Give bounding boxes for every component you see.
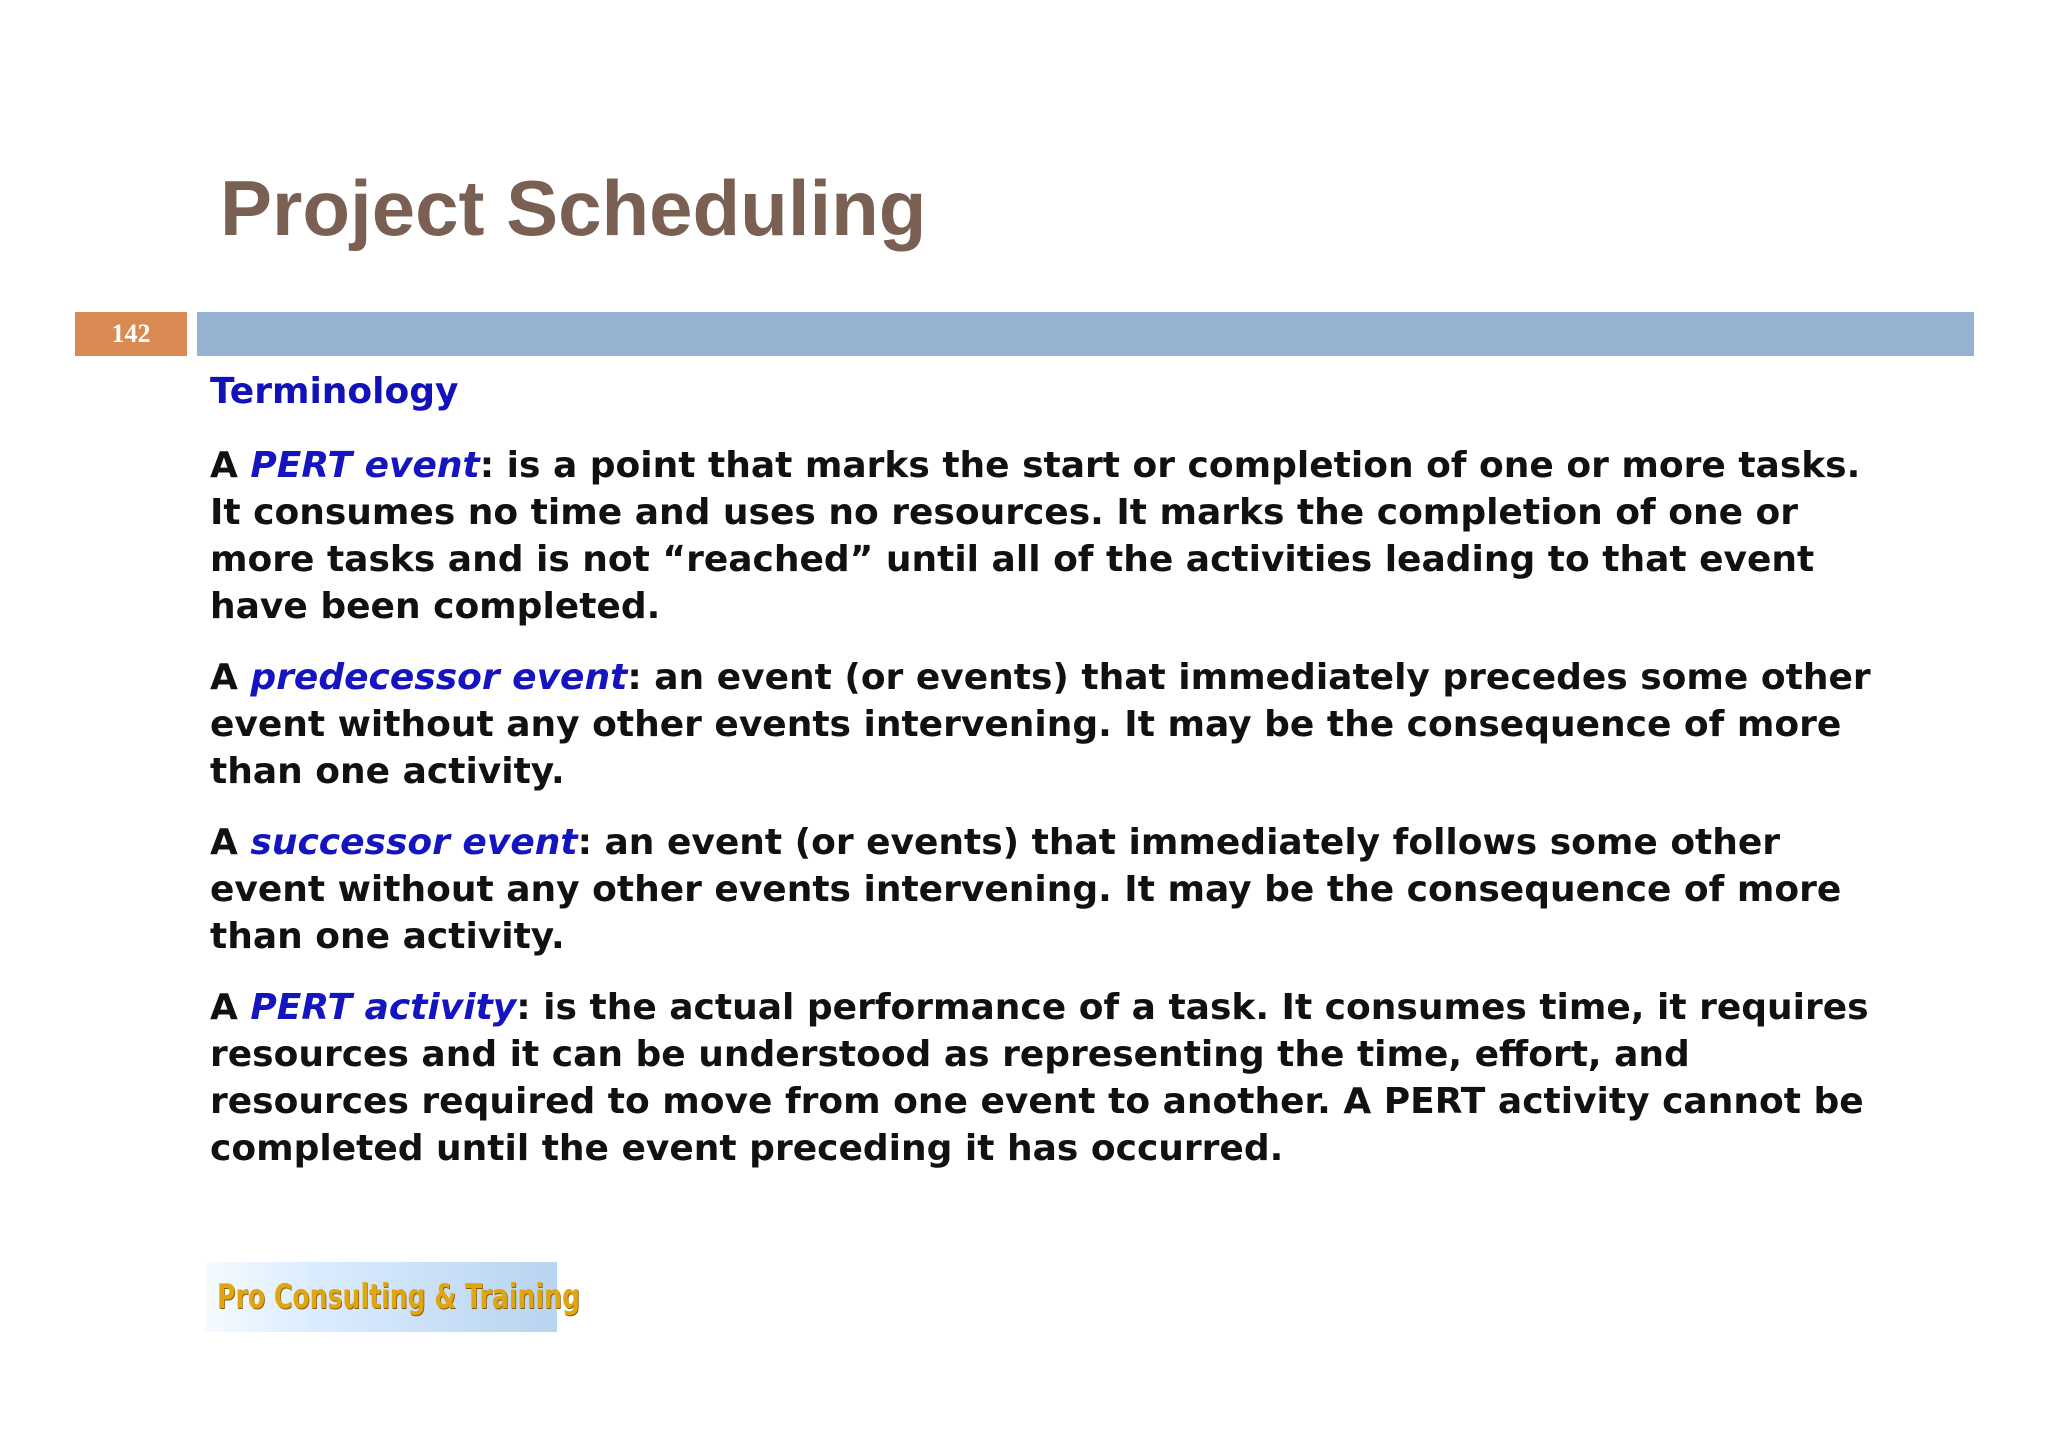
definition-prefix: A [210,445,251,486]
section-heading: Terminology [210,371,459,412]
logo-text: Pro Consulting & Training [217,1277,580,1317]
definition-term: PERT event [250,445,480,486]
definition-predecessor-event [210,654,1900,795]
definition-successor-event [210,819,1900,960]
slide-title: Project Scheduling [220,164,927,252]
definition-prefix: A [210,822,251,863]
definition-text: : an event (or events) that immediately precedes some other event without any other events intervening. It may be the consequence of more than one activity. [210,657,1871,792]
definition-pert-event [210,442,1900,630]
slide-content [210,368,1900,1196]
definition-term: successor event [250,822,578,863]
definition-text: : an event (or events) that immediately follows some other event without any other events intervening. It may be the consequence of more than one activity. [210,822,1842,957]
definition-text: : is the actual performance of a task. It consumes time, it requires resources and it can be understood as representing the time, effort, and resources required to move from one event to another. A PERT activity cannot be completed until the event preceding it has occurred. [210,987,1869,1169]
header-bar [197,312,1974,356]
definition-pert-activity [210,984,1900,1172]
page-number: 142 [75,312,187,356]
company-logo [205,1262,580,1332]
definition-term: predecessor event [250,657,628,698]
definition-text: : is a point that marks the start or completion of one or more tasks. It consumes no time and uses no resources. It marks the completion of one or more tasks and is not “reached” until all of the activities leading to that event have been completed. [210,445,1861,627]
definition-term: PERT activity [250,987,517,1028]
definition-prefix: A [210,657,251,698]
definition-prefix: A [210,987,251,1028]
